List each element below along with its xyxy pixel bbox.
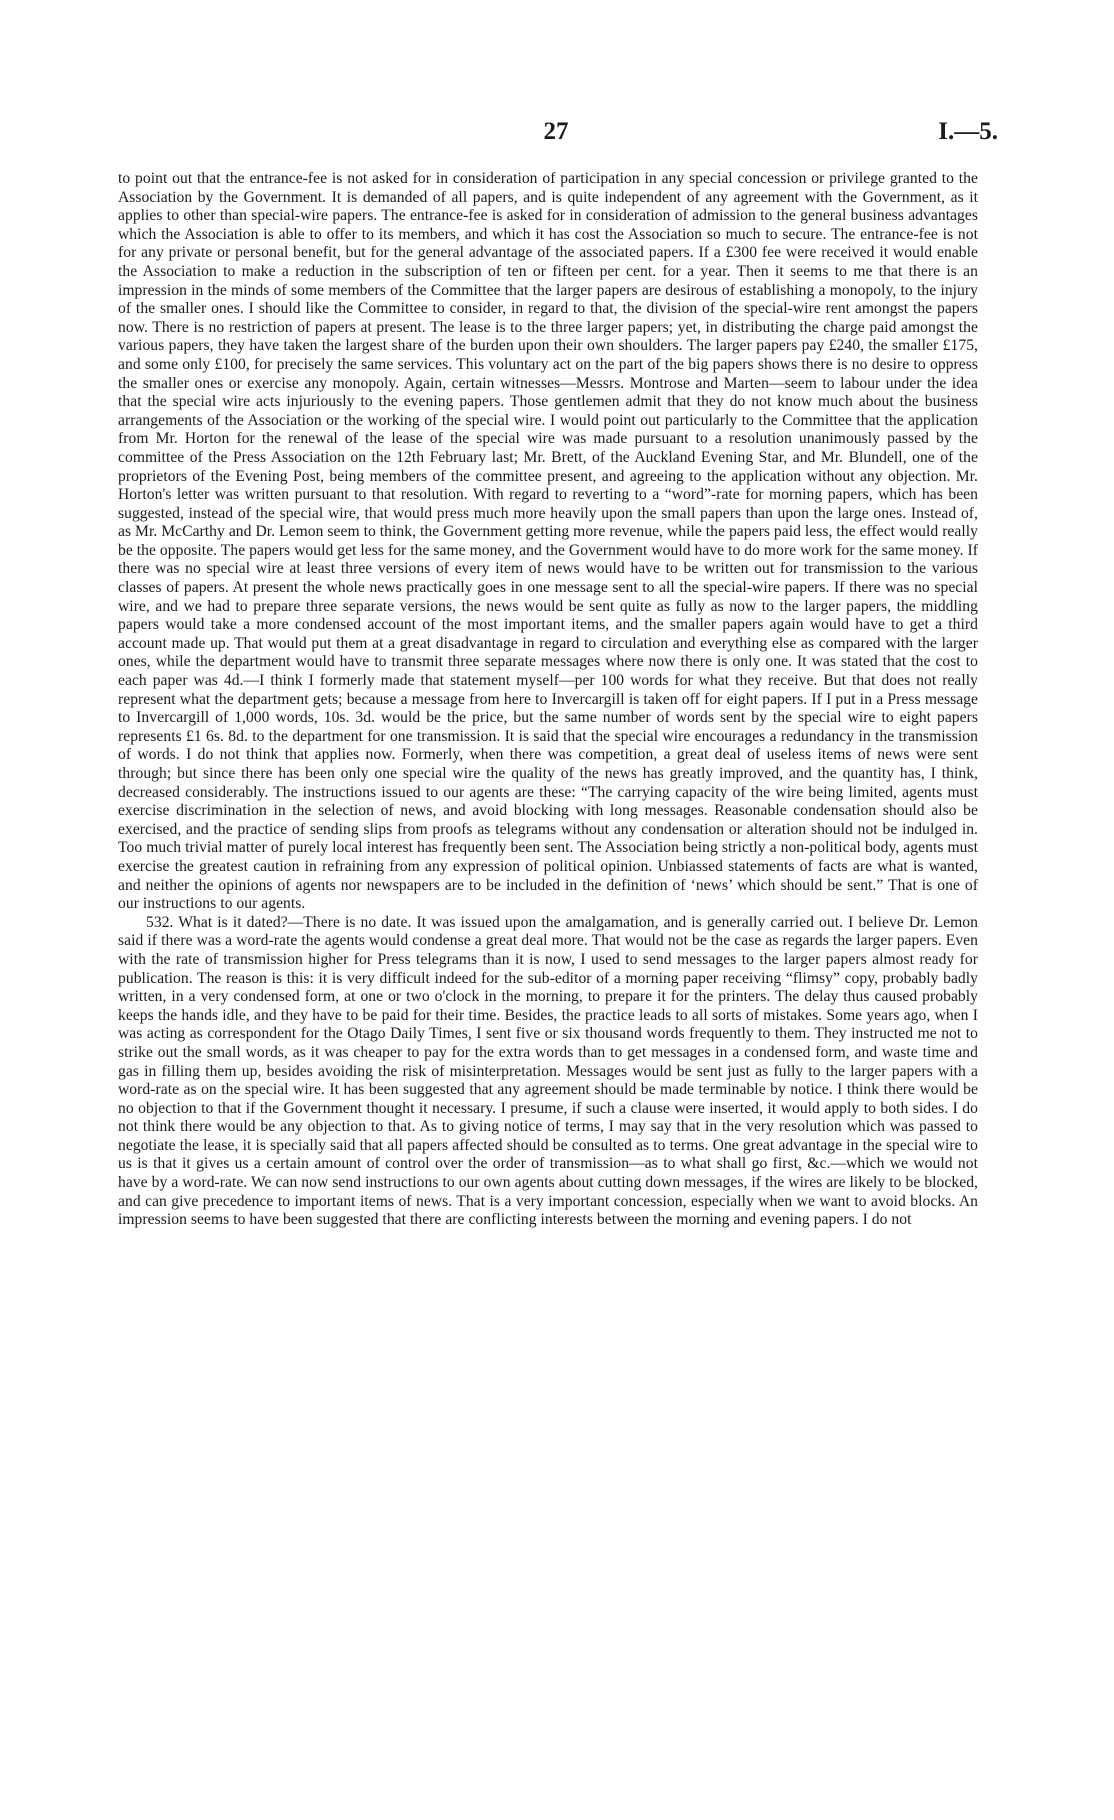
- body-text: [118, 170, 978, 1230]
- document-reference: I.—5.: [938, 118, 998, 145]
- page-number: 27: [543, 118, 569, 145]
- page-header: [118, 118, 998, 152]
- paragraph-continuation: to point out that the entrance-fee is not asked for in consideration of participation in any special concession or privilege granted to the Association by the Government. It is demanded of all papers, and is quite independent of any agreement with the Government, as it applies to other than special-wire papers. The entrance-fee is asked for in consideration of admission to the general business advantages which the Association is able to offer to its members, and which it has cost the Association so much to secure. The entrance-fee is not for any private or personal benefit, but for the general advantage of the associated papers. If a £300 fee were received it would enable the Association to make a reduction in the subscription of ten or fifteen per cent. for a year. Then it seems to me that there is an impression in the minds of some members of the Committee that the larger papers are desirous of establishing a monopoly, to the injury of the smaller ones. I should like the Committee to consider, in regard to that, the division of the special-wire rent amongst the papers now. There is no restriction of papers at present. The lease is to the three larger papers; yet, in distributing the charge paid amongst the various papers, they have taken the largest share of the burden upon their own shoulders. The larger papers pay £240, the smaller £175, and some only £100, for precisely the same services. This voluntary act on the part of the big papers shows there is no desire to oppress the smaller ones or exercise any monopoly. Again, certain witnesses—Messrs. Montrose and Marten—seem to labour under the idea that the special wire acts injuriously to the evening papers. Those gentlemen admit that they do not know much about the business arrangements of the Association or the working of the special wire. I would point out particularly to the Committee that the application from Mr. Horton for the renewal of the lease of the special wire was made pursuant to a resolution unanimously passed by the committee of the Press Association on the 12th February last; Mr. Brett, of the Auckland Evening Star, and Mr. Blundell, one of the proprietors of the Evening Post, being members of the committee present, and agreeing to the application without any objection. Mr. Horton's letter was written pursuant to that resolution. With regard to reverting to a “word”-rate for morning papers, which has been suggested, instead of the special wire, that would press much more heavily upon the small papers than upon the large ones. Instead of, as Mr. McCarthy and Dr. Lemon seem to think, the Government getting more revenue, while the papers paid less, the effect would really be the opposite. The papers would get less for the same money, and the Government would have to do more work for the same money. If there was no special wire at least three versions of every item of news would have to be written out for transmission to the various classes of papers. At present the whole news practically goes in one message sent to all the special-wire papers. If there was no special wire, and we had to prepare three separate versions, the news would be sent quite as fully as now to the larger papers, the middling papers would take a more condensed account of the most important items, and the smaller papers again would have to get a third account made up. That would put them at a great disadvantage in regard to circulation and everything else as compared with the larger ones, while the department would have to transmit three separate messages where now there is only one. It was stated that the cost to each paper was 4d.—I think I formerly made that statement myself—per 100 words for what they receive. But that does not really represent what the department gets; because a message from here to Invercargill is taken off for eight papers. If I put in a Press message to Invercargill of 1,000 words, 10s. 3d. would be the price, but the same number of words sent by the special wire to eight papers represents £1 6s. 8d. to the department for one transmission. It is said that the special wire encourages a redundancy in the transmission of words. I do not think that applies now. Formerly, when there was competition, a great deal of useless items of news were sent through; but since there has been only one special wire the quality of the news has greatly improved, and the quantity has, I think, decreased considerably. The instructions issued to our agents are these: “The carrying capacity of the wire being limited, agents must exercise discrimination in the selection of news, and avoid blocking with long messages. Reasonable condensation should also be exercised, and the practice of sending slips from proofs as telegrams without any condensation or alteration should not be indulged in. Too much trivial matter of purely local interest has frequently been sent. The Association being strictly a non-political body, agents must exercise the greatest caution in refraining from any expression of political opinion. Unbiassed statements of facts are what is wanted, and neither the opinions of agents nor newspapers are to be included in the definition of ‘news’ which should be sent.” That is one of our instructions to our agents.: [118, 170, 978, 913]
- paragraph-question-532: 532. What is it dated?—There is no date. It was issued upon the amalgamation, and is generally carried out. I believe Dr. Lemon said if there was a word-rate the agents would condense a great deal more. That would not be the case as regards the larger papers. Even with the rate of transmission higher for Press telegrams than it is now, I used to send messages to the larger papers almost ready for publication. The reason is this: it is very difficult indeed for the sub-editor of a morning paper receiving “flimsy” copy, probably badly written, in a very condensed form, at one or two o'clock in the morning, to prepare it for the printers. The delay thus caused probably keeps the hands idle, and they have to be paid for their time. Besides, the practice leads to all sorts of mistakes. Some years ago, when I was acting as correspondent for the Otago Daily Times, I sent five or six thousand words frequently to them. They instructed me not to strike out the small words, as it was cheaper to pay for the extra words than to get messages in a condensed form, and waste time and gas in filling them up, besides avoiding the risk of misinterpretation. Messages would be sent just as fully to the larger papers with a word-rate as on the special wire. It has been suggested that any agreement should be made terminable by notice. I think there would be no objection to that if the Government thought it necessary. I presume, if such a clause were inserted, it would apply to both sides. I do not think there would be any objection to that. As to giving notice of terms, I may say that in the very resolution which was passed to negotiate the lease, it is specially said that all papers affected should be consulted as to terms. One great advantage in the special wire to us is that it gives us a certain amount of control over the order of transmission—as to what shall go first, &c.—which we would not have by a word-rate. We can now send instructions to our own agents about cutting down messages, if the wires are likely to be blocked, and can give precedence to important items of news. That is a very important concession, especially when we want to avoid blocks. An impression seems to have been suggested that there are conflicting interests between the morning and evening papers. I do not: [118, 913, 978, 1229]
